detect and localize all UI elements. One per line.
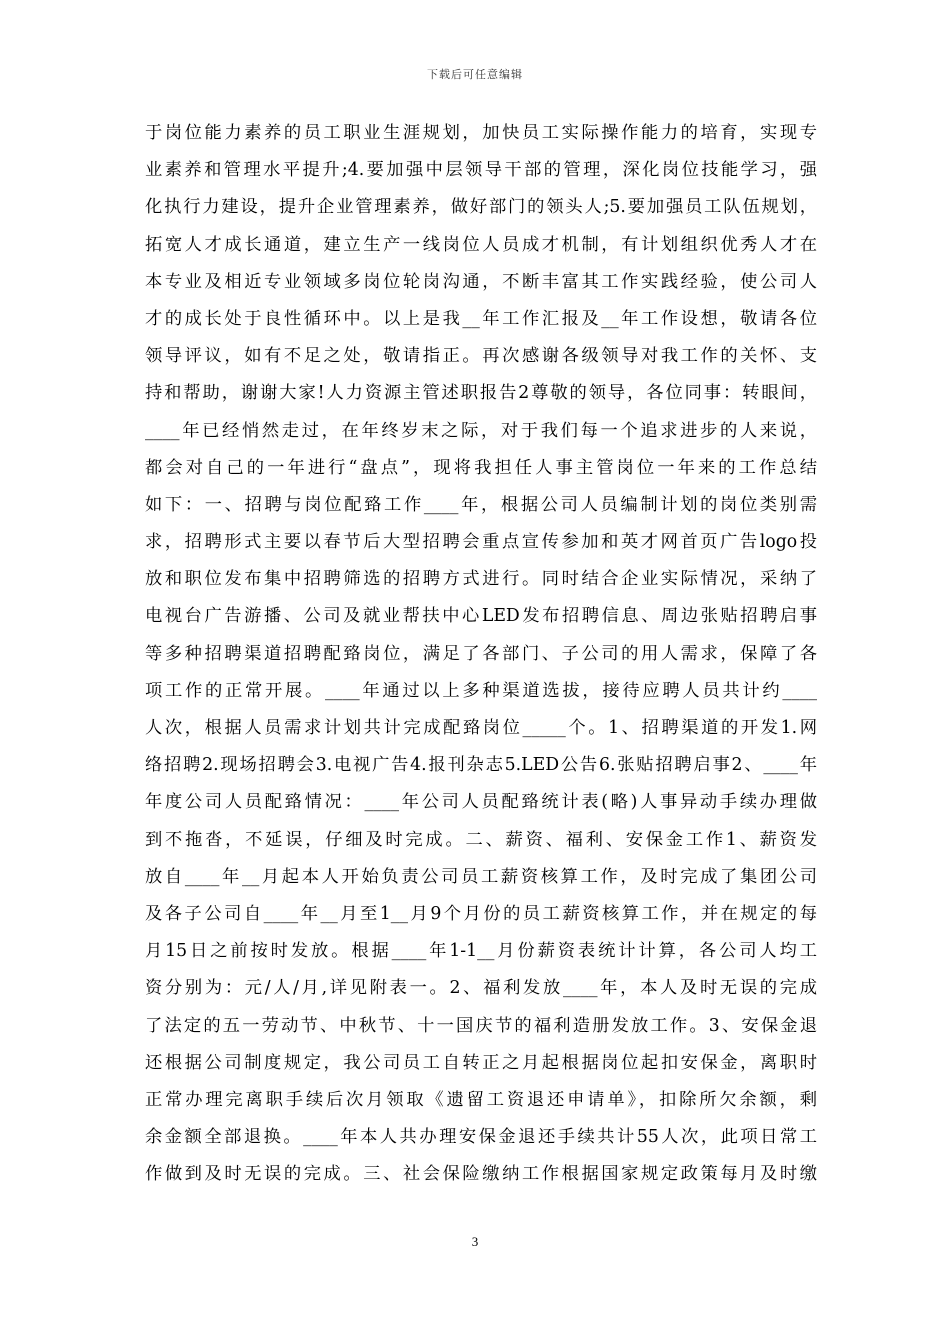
text-line: 络招聘2.现场招聘会3.电视广告4.报刊杂志5.LED公告6.张贴招聘启事2、____年 (145, 755, 817, 776)
text-line: 项工作的正常开展。____年通过以上多种渠道选拔，接待应聘人员共计约____ (145, 680, 817, 701)
text-line: 求，招聘形式主要以春节后大型招聘会重点宣传参加和英才网首页广告logo投 (145, 532, 817, 553)
text-line: 作做到及时无误的完成。三、社会保险缴纳工作根据国家规定政策每月及时缴 (145, 1164, 817, 1185)
text-line: 于岗位能力素养的员工职业生涯规划，加快员工实际操作能力的培育，实现专 (145, 123, 817, 143)
text-line: 都会对自己的一年进行“盘点”，现将我担任人事主管岗位一年来的工作总结 (145, 457, 817, 478)
text-line: 还根据公司制度规定，我公司员工自转正之月起根据岗位起扣安保金，离职时 (145, 1052, 817, 1073)
text-line: 正常办理完离职手续后次月领取《遗留工资退还申请单》，扣除所欠余额，剩 (145, 1089, 817, 1110)
body-text (145, 115, 817, 1193)
text-line: 拓宽人才成长通道，建立生产一线岗位人员成才机制，有计划组织优秀人才在 (145, 234, 817, 255)
text-line: 业素养和管理水平提升;4.要加强中层领导干部的管理，深化岗位技能学习，强 (145, 160, 817, 181)
text-line: 年度公司人员配臵情况：____年公司人员配臵统计表(略)人事异动手续办理做 (145, 792, 817, 813)
text-line: 领导评议，如有不足之处，敬请指正。再次感谢各级领导对我工作的关怀、支 (145, 346, 817, 367)
text-line: 本专业及相近专业领域多岗位轮岗沟通，不断丰富其工作实践经验，使公司人 (145, 271, 817, 292)
text-line: 到不拖沓，不延误，仔细及时完成。二、薪资、福利、安保金工作1、薪资发 (145, 829, 817, 850)
text-line: 及各子公司自____年__月至1__月9个月份的员工薪资核算工作，并在规定的每 (145, 903, 817, 924)
page-header: 下载后可任意编辑 (427, 68, 523, 81)
text-line: 了法定的五一劳动节、中秋节、十一国庆节的福利造册发放工作。3、安保金退 (145, 1015, 817, 1036)
text-line: 放和职位发布集中招聘筛选的招聘方式进行。同时结合企业实际情况，采纳了 (145, 569, 817, 590)
text-line: 持和帮助，谢谢大家!人力资源主管述职报告2尊敬的领导，各位同事：转眼间， (145, 383, 817, 404)
text-line: 放自____年__月起本人开始负责公司员工薪资核算工作，及时完成了集团公司 (145, 866, 817, 887)
text-line: 资分别为：元/人/月,详见附表一。2、福利发放____年，本人及时无误的完成 (145, 978, 817, 999)
text-line: 如下：一、招聘与岗位配臵工作____年，根据公司人员编制计划的岗位类别需 (145, 494, 817, 515)
text-line: ____年已经悄然走过，在年终岁末之际，对于我们每一个追求进步的人来说， (145, 420, 817, 441)
text-line: 人次，根据人员需求计划共计完成配臵岗位_____个。1、招聘渠道的开发1.网 (145, 718, 817, 738)
text-line: 才的成长处于良性循环中。以上是我__年工作汇报及__年工作设想，敬请各位 (145, 308, 817, 329)
text-line: 月15日之前按时发放。根据____年1-1__月份薪资表统计计算，各公司人均工 (145, 941, 817, 962)
text-line: 余金额全部退换。____年本人共办理安保金退还手续共计55人次，此项日常工 (145, 1127, 817, 1148)
text-line: 等多种招聘渠道招聘配臵岗位，满足了各部门、子公司的用人需求，保障了各 (145, 643, 817, 664)
page-number: 3 (471, 1234, 479, 1249)
text-line: 电视台广告游播、公司及就业帮扶中心LED发布招聘信息、周边张贴招聘启事 (145, 606, 817, 627)
text-line: 化执行力建设，提升企业管理素养，做好部门的领头人;5.要加强员工队伍规划， (145, 197, 817, 218)
